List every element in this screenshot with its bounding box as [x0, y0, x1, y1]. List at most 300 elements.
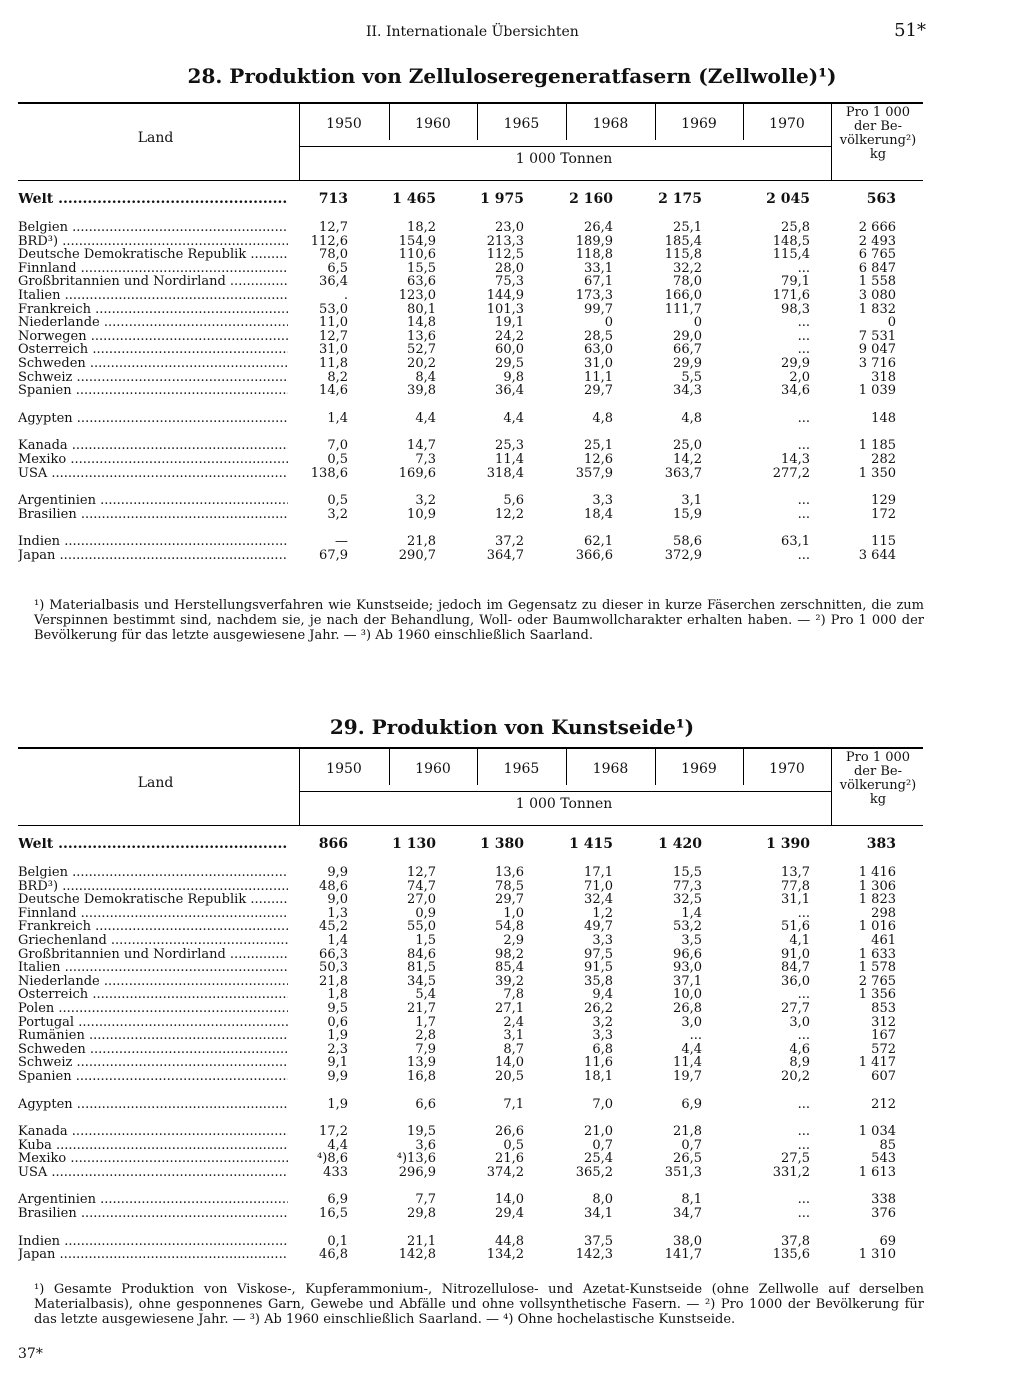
- table-cell: 2,4: [503, 1014, 524, 1030]
- table-28: [18, 102, 923, 562]
- table-cell: ⁴)8,6: [317, 1151, 348, 1167]
- table-cell: 7,1: [503, 1096, 524, 1112]
- table-cell: 36,0: [781, 973, 810, 989]
- table-cell: 14,0: [495, 1192, 524, 1208]
- table-cell: 15,9: [673, 506, 702, 522]
- table-cell: 1,8: [327, 987, 348, 1003]
- table-cell: 48,6: [319, 878, 348, 894]
- table-cell: 115: [871, 534, 896, 550]
- table-cell: 296,9: [398, 1164, 436, 1180]
- table-cell: 80,1: [407, 301, 436, 317]
- table-28-title: 28. Produktion von Zelluloseregeneratfasern (Zellwolle)¹): [187, 64, 837, 88]
- table-cell: 3 644: [858, 547, 896, 563]
- table-cell: 112,6: [310, 233, 348, 249]
- table-cell: 13,9: [407, 1055, 436, 1071]
- table-cell: 1 306: [858, 878, 896, 894]
- table-cell: 98,3: [781, 301, 810, 317]
- table-cell: 298: [871, 905, 896, 921]
- table-row: [18, 1125, 923, 1139]
- table-cell: 21,1: [407, 1233, 436, 1249]
- table-cell: 96,6: [673, 946, 702, 962]
- table-cell: 374,2: [486, 1164, 524, 1180]
- table-28-footnote: ¹) Materialbasis und Herstellungsverfahren wie Kunstseide; jedoch im Gegensatz zu dieser in kurze Fäserchen zerschnitten, die zum Verspinnen bestimmt sind, nachdem sie, je nach der Behandlung, Woll- oder Baumwollcharakter erhalten haben. — ²) Pro 1 000 der Bevölkerung für das letzte ausgewiesene Jahr. — ³) Ab 1960 einschließlich Saarland.: [34, 598, 924, 643]
- table-row: [18, 934, 923, 948]
- table-cell: 63,6: [407, 274, 436, 290]
- table-cell: 20,5: [495, 1068, 524, 1084]
- table-row: [18, 235, 923, 249]
- country-name: Österreich .....: [18, 988, 288, 1002]
- table-cell: 25,4: [584, 1151, 613, 1167]
- table-cell: 173,3: [575, 287, 613, 303]
- table-cell: 7,0: [592, 1096, 613, 1112]
- table-cell: 1,4: [327, 932, 348, 948]
- table-cell: 97,5: [584, 946, 613, 962]
- table-cell: 78,0: [673, 274, 702, 290]
- table-cell: 2 175: [658, 191, 702, 207]
- table-cell: ...: [797, 905, 810, 921]
- table-cell: 1,4: [327, 410, 348, 426]
- table-cell: 74,7: [407, 878, 436, 894]
- table-cell: ...: [797, 410, 810, 426]
- table-cell: ...: [797, 1137, 810, 1153]
- table-cell: 21,0: [584, 1124, 613, 1140]
- table-cell: ...: [797, 987, 810, 1003]
- table-cell: 79,1: [781, 274, 810, 290]
- table-row: [18, 1016, 923, 1030]
- table-cell: 1 416: [858, 865, 896, 880]
- section-title: II. Internationale Übersichten: [366, 24, 579, 40]
- col-year-1970: 1970: [769, 116, 805, 132]
- country-name: Welt .....: [18, 838, 288, 852]
- country-name: Brasilien .....: [18, 508, 288, 522]
- table-cell: 1 130: [392, 836, 436, 852]
- table-cell: 5,4: [415, 987, 436, 1003]
- table-cell: 25,1: [584, 438, 613, 454]
- country-name: Argentinien .....: [18, 494, 288, 508]
- country-name: Belgien .....: [18, 221, 288, 235]
- table-row: [18, 453, 923, 467]
- table-cell: 1 380: [480, 836, 524, 852]
- table-cell: 5,5: [681, 369, 702, 385]
- table-cell: 1 975: [480, 191, 524, 207]
- table-cell: 148,5: [772, 233, 810, 249]
- table-cell: 39,8: [407, 383, 436, 399]
- table-row: [18, 357, 923, 371]
- table-cell: 29,4: [495, 1206, 524, 1222]
- country-name: Frankreich .....: [18, 303, 288, 317]
- table-cell: 8,2: [327, 369, 348, 385]
- table-cell: 0: [604, 315, 613, 331]
- table-cell: 85: [879, 1137, 896, 1153]
- table-cell: 144,9: [486, 287, 524, 303]
- country-name: Polen .....: [18, 1002, 288, 1016]
- table-cell: 3,5: [681, 932, 702, 948]
- table-cell: 58,6: [673, 534, 702, 550]
- table-cell: 1 310: [858, 1247, 896, 1263]
- table-cell: 21,8: [319, 973, 348, 989]
- table-cell: 78,5: [495, 878, 524, 894]
- table-cell: 171,6: [772, 287, 810, 303]
- country-name: Kanada .....: [18, 1125, 288, 1139]
- table-cell: 66,7: [673, 342, 702, 358]
- table-cell: 4,1: [789, 932, 810, 948]
- table-cell: 154,9: [398, 233, 436, 249]
- table-28-header: [18, 102, 923, 181]
- table-cell: ...: [689, 1028, 702, 1044]
- table-row: [18, 1056, 923, 1070]
- table-cell: 14,6: [319, 383, 348, 399]
- table-cell: 0: [693, 315, 702, 331]
- col-year-1965: 1965: [503, 116, 540, 132]
- table-cell: 52,7: [407, 342, 436, 358]
- table-cell: 28,5: [584, 328, 613, 344]
- table-cell: 16,5: [319, 1206, 348, 1222]
- table-cell: 33,1: [584, 260, 613, 276]
- table-row: [18, 893, 923, 907]
- table-cell: 111,7: [664, 301, 702, 317]
- table-cell: 1,3: [327, 905, 348, 921]
- country-name: Argentinien .....: [18, 1193, 288, 1207]
- table-row: [18, 1043, 923, 1057]
- table-cell: 26,5: [673, 1151, 702, 1167]
- table-cell: 50,3: [319, 960, 348, 976]
- country-name: Mexiko .....: [18, 1152, 288, 1166]
- col-year-1968: 1968: [592, 116, 629, 132]
- table-cell: 17,1: [584, 865, 613, 880]
- table-cell: 365,2: [575, 1164, 613, 1180]
- table-cell: 63,1: [781, 534, 810, 550]
- table-row: [18, 303, 923, 317]
- table-cell: 189,9: [575, 233, 613, 249]
- table-row: [18, 248, 923, 262]
- table-cell: 37,1: [673, 973, 702, 989]
- country-name: Spanien .....: [18, 384, 288, 398]
- table-cell: 27,1: [495, 1000, 524, 1016]
- table-row: [18, 262, 923, 276]
- table-cell: 31,1: [781, 892, 810, 908]
- table-cell: 6,9: [681, 1096, 702, 1112]
- table-cell: 36,4: [495, 383, 524, 399]
- country-name: Japan .....: [18, 1248, 288, 1262]
- table-cell: 60,0: [495, 342, 524, 358]
- table-cell: 78,0: [319, 247, 348, 263]
- table-cell: 6,6: [415, 1096, 436, 1112]
- country-name: Deutsche Demokratische Republik .....: [18, 248, 288, 262]
- table-row: [18, 1070, 923, 1084]
- table-29-header: [18, 747, 923, 826]
- table-cell: 8,7: [503, 1041, 524, 1057]
- country-name: Mexiko .....: [18, 453, 288, 467]
- table-cell: ...: [797, 342, 810, 358]
- table-cell: 37,5: [584, 1233, 613, 1249]
- table-cell: 338: [871, 1192, 896, 1208]
- table-cell: 21,7: [407, 1000, 436, 1016]
- table-cell: 3,3: [592, 932, 613, 948]
- table-29: [18, 747, 923, 1262]
- table-cell: 9 047: [858, 342, 896, 358]
- table-cell: 26,6: [495, 1124, 524, 1140]
- country-name: Italien .....: [18, 961, 288, 975]
- table-cell: 24,2: [495, 328, 524, 344]
- table-cell: 34,6: [781, 383, 810, 399]
- table-cell: ⁴)13,6: [396, 1151, 436, 1167]
- table-cell: 607: [871, 1068, 896, 1084]
- table-cell: 110,6: [398, 247, 436, 263]
- table-cell: 6 765: [858, 247, 896, 263]
- table-cell: ...: [797, 260, 810, 276]
- country-name: USA .....: [18, 467, 288, 481]
- table-cell: 0,6: [327, 1014, 348, 1030]
- col-unit: 1 000 Tonnen: [515, 796, 613, 812]
- table-cell: 1 823: [858, 892, 896, 908]
- table-cell: 27,5: [781, 1151, 810, 1167]
- table-cell: 115,8: [664, 247, 702, 263]
- table-cell: ...: [797, 493, 810, 509]
- country-name: Großbritannien und Nordirland .....: [18, 948, 288, 962]
- table-row: [18, 1139, 923, 1153]
- table-cell: 35,8: [584, 973, 613, 989]
- table-cell: 853: [871, 1000, 896, 1016]
- table-cell: 372,9: [664, 547, 702, 563]
- table-cell: 25,3: [495, 438, 524, 454]
- table-cell: 2 765: [858, 973, 896, 989]
- table-cell: 1 633: [858, 946, 896, 962]
- table-cell: 12,7: [319, 328, 348, 344]
- table-cell: 27,0: [407, 892, 436, 908]
- country-name: Finnland .....: [18, 262, 288, 276]
- table-cell: 357,9: [575, 465, 613, 481]
- table-cell: 363,7: [664, 465, 702, 481]
- table-cell: 77,8: [781, 878, 810, 894]
- table-cell: 3 080: [858, 287, 896, 303]
- table-cell: ...: [797, 1028, 810, 1044]
- table-cell: ...: [797, 438, 810, 454]
- table-cell: 12,7: [407, 865, 436, 880]
- table-cell: 148: [871, 410, 896, 426]
- table-cell: 172: [871, 506, 896, 522]
- col-year-1950: 1950: [326, 116, 362, 132]
- table-cell: 8,4: [415, 369, 436, 385]
- col-year-1970: 1970: [769, 761, 805, 777]
- table-cell: 32,5: [673, 892, 702, 908]
- table-cell: 26,4: [584, 220, 613, 235]
- table-cell: 18,4: [584, 506, 613, 522]
- table-cell: 6,9: [327, 1192, 348, 1208]
- table-cell: 366,6: [575, 547, 613, 563]
- table-cell: 84,6: [407, 946, 436, 962]
- table-cell: 1,0: [503, 905, 524, 921]
- table-cell: 36,4: [319, 274, 348, 290]
- table-cell: 4,8: [592, 410, 613, 426]
- table-cell: 2 666: [858, 220, 896, 235]
- table-cell: 16,8: [407, 1068, 436, 1084]
- table-cell: 1,2: [592, 905, 613, 921]
- table-cell: 3,2: [592, 1014, 613, 1030]
- country-name: Ägypten .....: [18, 1098, 288, 1112]
- table-cell: 1 578: [858, 960, 896, 976]
- table-row: [18, 1235, 923, 1249]
- page-header: [0, 20, 1024, 46]
- table-row: [18, 1248, 923, 1262]
- table-cell: 14,8: [407, 315, 436, 331]
- country-name: Niederlande .....: [18, 316, 288, 330]
- country-name: Niederlande .....: [18, 975, 288, 989]
- table-row: [18, 975, 923, 989]
- table-cell: 277,2: [772, 465, 810, 481]
- table-row: [18, 343, 923, 357]
- table-cell: 7,8: [503, 987, 524, 1003]
- country-name: Schweiz .....: [18, 371, 288, 385]
- country-name: Schweden .....: [18, 1043, 288, 1057]
- table-cell: ...: [797, 1124, 810, 1140]
- table-cell: 461: [871, 932, 896, 948]
- country-name: Italien .....: [18, 289, 288, 303]
- table-cell: 15,5: [673, 865, 702, 880]
- table-cell: 12,7: [319, 220, 348, 235]
- table-cell: 84,7: [781, 960, 810, 976]
- table-cell: 9,5: [327, 1000, 348, 1016]
- table-cell: 7,0: [327, 438, 348, 454]
- table-cell: 185,4: [664, 233, 702, 249]
- table-cell: 29,9: [673, 355, 702, 371]
- table-cell: 1,7: [415, 1014, 436, 1030]
- table-cell: 112,5: [486, 247, 524, 263]
- table-cell: 7,9: [415, 1041, 436, 1057]
- table-cell: ...: [797, 506, 810, 522]
- country-name: Indien .....: [18, 535, 288, 549]
- table-cell: 1,4: [681, 905, 702, 921]
- table-cell: 866: [318, 836, 348, 852]
- table-cell: 19,1: [495, 315, 524, 331]
- table-cell: 14,3: [781, 451, 810, 467]
- table-cell: 13,6: [407, 328, 436, 344]
- col-year-1969: 1969: [681, 116, 717, 132]
- table-cell: 3,0: [681, 1014, 702, 1030]
- table-cell: 1 613: [858, 1164, 896, 1180]
- table-cell: 29,7: [495, 892, 524, 908]
- table-cell: 166,0: [664, 287, 702, 303]
- col-unit: 1 000 Tonnen: [515, 151, 613, 167]
- country-name: Kanada .....: [18, 439, 288, 453]
- col-per-capita: Pro 1 000 der Be- völkerung²) kg: [839, 750, 917, 807]
- col-per-capita: Pro 1 000 der Be- völkerung²) kg: [839, 105, 917, 162]
- country-name: BRD³) .....: [18, 235, 288, 249]
- table-cell: 7,3: [415, 451, 436, 467]
- table-cell: 142,3: [575, 1247, 613, 1263]
- col-year-1950: 1950: [326, 761, 362, 777]
- table-row: [18, 221, 923, 235]
- table-cell: 2 045: [766, 191, 810, 207]
- table-row: [18, 535, 923, 549]
- table-cell: 0,5: [327, 451, 348, 467]
- country-name: Rumänien .....: [18, 1029, 288, 1043]
- table-cell: 213,3: [486, 233, 524, 249]
- table-row: [18, 193, 923, 215]
- table-cell: 383: [866, 836, 896, 852]
- table-row: [18, 439, 923, 453]
- table-cell: 67,9: [319, 547, 348, 563]
- page-footer-number: 37*: [18, 1346, 43, 1362]
- table-cell: 1 415: [569, 836, 613, 852]
- table-cell: 25,0: [673, 438, 702, 454]
- country-name: Frankreich .....: [18, 920, 288, 934]
- country-name: Finnland .....: [18, 907, 288, 921]
- country-name: Spanien .....: [18, 1070, 288, 1084]
- table-cell: 101,3: [486, 301, 524, 317]
- table-row: [18, 508, 923, 522]
- table-29-body: [18, 838, 923, 1262]
- table-row: [18, 1098, 923, 1112]
- table-cell: 2,9: [503, 932, 524, 948]
- table-cell: 34,5: [407, 973, 436, 989]
- table-row: [18, 1002, 923, 1016]
- table-cell: 3,2: [415, 493, 436, 509]
- table-row: [18, 988, 923, 1002]
- table-cell: 71,0: [584, 878, 613, 894]
- country-name: Österreich .....: [18, 343, 288, 357]
- col-year-1960: 1960: [415, 761, 451, 777]
- table-cell: 7,7: [415, 1192, 436, 1208]
- table-cell: 318: [871, 369, 896, 385]
- table-cell: 3 716: [858, 355, 896, 371]
- table-row: [18, 1193, 923, 1207]
- table-cell: 93,0: [673, 960, 702, 976]
- table-cell: 6,8: [592, 1041, 613, 1057]
- table-cell: 8,1: [681, 1192, 702, 1208]
- table-cell: 9,9: [327, 865, 348, 880]
- table-cell: 11,1: [584, 369, 613, 385]
- table-cell: 18,1: [584, 1068, 613, 1084]
- country-name: Griechenland .....: [18, 934, 288, 948]
- table-cell: 364,7: [486, 547, 524, 563]
- table-cell: 32,2: [673, 260, 702, 276]
- table-cell: 2 493: [858, 233, 896, 249]
- table-cell: 14,0: [495, 1055, 524, 1071]
- table-cell: 1 356: [858, 987, 896, 1003]
- table-cell: 1,5: [415, 932, 436, 948]
- country-name: Japan .....: [18, 549, 288, 563]
- table-cell: 2,3: [327, 1041, 348, 1057]
- country-name: BRD³) .....: [18, 880, 288, 894]
- table-cell: 376: [871, 1206, 896, 1222]
- table-cell: 12,2: [495, 506, 524, 522]
- table-cell: 1 465: [392, 191, 436, 207]
- table-cell: 62,1: [584, 534, 613, 550]
- table-cell: 1 039: [858, 383, 896, 399]
- table-cell: 0,5: [503, 1137, 524, 1153]
- table-cell: 17,2: [319, 1124, 348, 1140]
- table-cell: 713: [318, 191, 348, 207]
- table-cell: 20,2: [781, 1068, 810, 1084]
- table-cell: 53,0: [319, 301, 348, 317]
- table-cell: 18,2: [407, 220, 436, 235]
- table-cell: 11,4: [673, 1055, 702, 1071]
- table-cell: ...: [797, 547, 810, 563]
- table-row: [18, 467, 923, 481]
- table-cell: 2,0: [789, 369, 810, 385]
- table-cell: 351,3: [664, 1164, 702, 1180]
- table-cell: 141,7: [664, 1247, 702, 1263]
- table-cell: 38,0: [673, 1233, 702, 1249]
- table-cell: 0,5: [327, 493, 348, 509]
- table-cell: 9,8: [503, 369, 524, 385]
- table-cell: 31,0: [584, 355, 613, 371]
- table-row: [18, 866, 923, 880]
- table-cell: 11,4: [495, 451, 524, 467]
- table-cell: 563: [866, 191, 896, 207]
- col-land: Land: [137, 775, 174, 791]
- table-cell: 129: [871, 493, 896, 509]
